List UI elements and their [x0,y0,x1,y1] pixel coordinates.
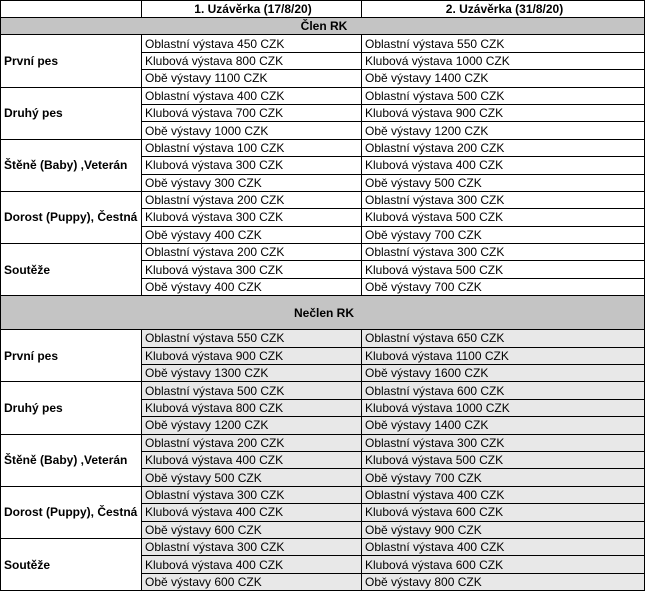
category-label: Druhý pes [1,382,142,434]
header-row [1,1,645,18]
fee-cell-deadline-2: Oblastní výstava 200 CZK [362,139,645,156]
fee-cell-deadline-2: Obě výstavy 1200 CZK [362,122,645,139]
table-row [1,434,645,451]
fee-cell-deadline-2: Obě výstavy 700 CZK [362,278,645,295]
table-row [1,139,645,156]
fee-cell-deadline-1: Klubová výstava 400 CZK [142,451,362,468]
fee-cell-deadline-2: Oblastní výstava 600 CZK [362,382,645,399]
fee-cell-deadline-2: Obě výstavy 1400 CZK [362,70,645,87]
fee-cell-deadline-2: Oblastní výstava 300 CZK [362,244,645,261]
fee-cell-deadline-2: Obě výstavy 900 CZK [362,521,645,538]
category-label: Dorost (Puppy), Čestná [1,486,142,538]
category-label: Štěně (Baby) ,Veterán [1,434,142,486]
fee-cell-deadline-1: Obě výstavy 400 CZK [142,278,362,295]
fee-cell-deadline-2: Klubová výstava 600 CZK [362,556,645,573]
header-deadline-2: 2. Uzávěrka (31/8/20) [362,1,645,18]
table-row [1,87,645,104]
fee-cell-deadline-2: Oblastní výstava 300 CZK [362,191,645,208]
fee-cell-deadline-1: Obě výstavy 600 CZK [142,521,362,538]
fee-cell-deadline-1: Oblastní výstava 400 CZK [142,87,362,104]
fee-cell-deadline-2: Oblastní výstava 400 CZK [362,538,645,555]
header-blank-cell [1,1,142,18]
fee-cell-deadline-1: Klubová výstava 400 CZK [142,556,362,573]
fee-table-body [1,18,645,591]
fee-cell-deadline-2: Klubová výstava 400 CZK [362,157,645,174]
fee-cell-deadline-1: Obě výstavy 1000 CZK [142,122,362,139]
fee-cell-deadline-2: Obě výstavy 1600 CZK [362,365,645,382]
fee-cell-deadline-1: Oblastní výstava 200 CZK [142,191,362,208]
fee-cell-deadline-1: Oblastní výstava 550 CZK [142,330,362,347]
table-row [1,538,645,555]
table-row [1,191,645,208]
category-label: Soutěže [1,538,142,590]
category-label: První pes [1,35,142,87]
fee-cell-deadline-2: Oblastní výstava 550 CZK [362,35,645,52]
section-header-row [1,18,645,35]
fee-cell-deadline-1: Oblastní výstava 300 CZK [142,486,362,503]
fee-cell-deadline-1: Klubová výstava 300 CZK [142,157,362,174]
fee-cell-deadline-1: Oblastní výstava 200 CZK [142,434,362,451]
header-deadline-1: 1. Uzávěrka (17/8/20) [142,1,362,18]
fee-cell-deadline-2: Klubová výstava 1000 CZK [362,52,645,69]
fee-cell-deadline-1: Obě výstavy 1100 CZK [142,70,362,87]
category-label: Štěně (Baby) ,Veterán [1,139,142,191]
fee-cell-deadline-2: Klubová výstava 900 CZK [362,104,645,121]
category-label: První pes [1,330,142,382]
fee-cell-deadline-2: Oblastní výstava 400 CZK [362,486,645,503]
fee-cell-deadline-2: Obě výstavy 500 CZK [362,174,645,191]
fee-cell-deadline-1: Obě výstavy 300 CZK [142,174,362,191]
fee-cell-deadline-1: Klubová výstava 700 CZK [142,104,362,121]
fee-cell-deadline-1: Klubová výstava 900 CZK [142,347,362,364]
section-header-row [1,296,645,330]
fee-cell-deadline-2: Oblastní výstava 300 CZK [362,434,645,451]
table-row [1,486,645,503]
fee-cell-deadline-2: Klubová výstava 500 CZK [362,209,645,226]
fee-cell-deadline-1: Oblastní výstava 300 CZK [142,538,362,555]
fee-cell-deadline-1: Obě výstavy 500 CZK [142,469,362,486]
fee-cell-deadline-1: Klubová výstava 400 CZK [142,504,362,521]
table-row [1,35,645,52]
section-title: Člen RK [1,18,645,35]
table-row [1,382,645,399]
fee-cell-deadline-1: Oblastní výstava 200 CZK [142,244,362,261]
fee-cell-deadline-1: Obě výstavy 1300 CZK [142,365,362,382]
fee-cell-deadline-2: Oblastní výstava 500 CZK [362,87,645,104]
fee-cell-deadline-1: Klubová výstava 300 CZK [142,209,362,226]
category-label: Druhý pes [1,87,142,139]
table-row [1,330,645,347]
fee-cell-deadline-1: Oblastní výstava 500 CZK [142,382,362,399]
category-label: Dorost (Puppy), Čestná [1,191,142,243]
fee-cell-deadline-2: Obě výstavy 1400 CZK [362,417,645,434]
fee-cell-deadline-2: Klubová výstava 600 CZK [362,504,645,521]
fee-cell-deadline-2: Obě výstavy 800 CZK [362,573,645,590]
fee-cell-deadline-1: Oblastní výstava 450 CZK [142,35,362,52]
fee-cell-deadline-1: Klubová výstava 300 CZK [142,261,362,278]
fee-cell-deadline-2: Obě výstavy 700 CZK [362,469,645,486]
section-title: Nečlen RK [1,296,645,330]
fee-cell-deadline-1: Klubová výstava 800 CZK [142,52,362,69]
fee-cell-deadline-1: Klubová výstava 800 CZK [142,399,362,416]
fee-cell-deadline-1: Obě výstavy 400 CZK [142,226,362,243]
table-row [1,244,645,261]
fee-cell-deadline-1: Obě výstavy 1200 CZK [142,417,362,434]
fee-cell-deadline-2: Oblastní výstava 650 CZK [362,330,645,347]
fee-cell-deadline-2: Obě výstavy 700 CZK [362,226,645,243]
fee-cell-deadline-2: Klubová výstava 1100 CZK [362,347,645,364]
category-label: Soutěže [1,244,142,296]
fee-cell-deadline-1: Oblastní výstava 100 CZK [142,139,362,156]
fee-cell-deadline-2: Klubová výstava 500 CZK [362,451,645,468]
fee-cell-deadline-2: Klubová výstava 500 CZK [362,261,645,278]
fee-cell-deadline-2: Klubová výstava 1000 CZK [362,399,645,416]
fee-cell-deadline-1: Obě výstavy 600 CZK [142,573,362,590]
